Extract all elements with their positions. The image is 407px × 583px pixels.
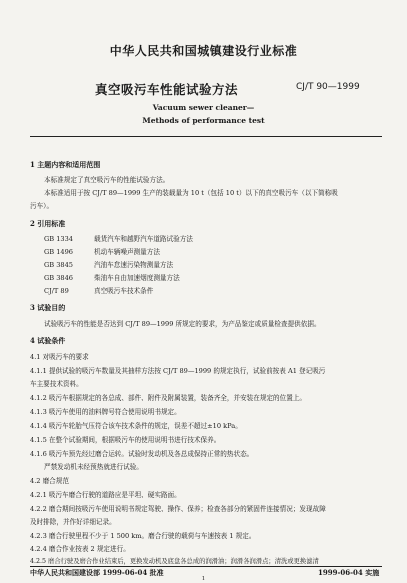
reference-code: GB 3846 [44, 274, 73, 282]
subsection-4-1-heading: 4.1 对吸污车的要求 [30, 353, 89, 361]
section-2-heading: 2 引用标准 [30, 219, 66, 228]
reference-title: 机动车辆噪声测量方法 [94, 248, 160, 256]
reference-code: CJ/T 89 [44, 287, 69, 295]
standard-number: CJ/T 90—1999 [296, 82, 360, 92]
section-1-paragraph-1: 本标准规定了真空吸污车的性能试验方法。 [44, 176, 170, 184]
clause-4-2-5: 4.2.5 磨合行驶及磨合作业结束后，更换发动机及底盘各总成的润滑油；润滑各润滑点；清洗或更换滤清 [30, 558, 319, 565]
clause-4-2-4: 4.2.4 磨合作业按表 2 规定进行。 [30, 545, 130, 553]
english-subtitle: Methods of performance test [142, 116, 265, 125]
header-divider [30, 136, 382, 137]
clause-4-2-1: 4.2.1 吸污车磨合行驶的道路应是平坦、硬实路面。 [30, 491, 181, 499]
reference-item [44, 285, 153, 295]
clause-4-2-2: 4.2.2 磨合期间按吸污车使用说明书规定驾驶、操作、保养；检查各部分的紧固件连接情况；发现故障 [30, 505, 326, 513]
section-4-heading: 4 试验条件 [30, 336, 66, 345]
reference-title: 柴油车自由加速烟度测量方法 [94, 274, 180, 282]
clause-4-2-2-cont: 及时排除，并作好详细记录。 [30, 518, 116, 526]
reference-code: GB 1334 [44, 235, 73, 243]
reference-item [44, 246, 160, 256]
reference-title: 真空吸污车技术条件 [94, 287, 154, 295]
clause-4-1-1-cont: 车主要技术资料。 [30, 380, 83, 388]
reference-title: 汽油车怠速污染物测量方法 [94, 261, 174, 269]
document-title: 真空吸污车性能试验方法 [95, 82, 239, 97]
section-1-paragraph-2-cont: 污车）。 [30, 202, 54, 210]
section-3-paragraph: 试验吸污车的性能是否达到 CJ/T 89—1999 所规定的要求，为产品鉴定或质量检查提供依据。 [44, 320, 321, 328]
reference-item [44, 233, 193, 243]
clause-4-1-2: 4.1.2 吸污车根据规定的各总成、部件、附件及附属装置，装备齐全，并安装在规定的位置上。 [30, 394, 307, 402]
subsection-4-2-heading: 4.2 磨合规范 [30, 477, 69, 485]
reference-title: 载货汽车和越野汽车道路试验方法 [94, 235, 193, 243]
clause-4-1-5: 4.1.5 在整个试验期间，根据吸污车的使用说明书进行技术保养。 [30, 436, 221, 444]
clause-4-2-3: 4.2.3 磨合行驶里程不少于 1 500 km。磨合行驶的载荷与车速按表 1 规定。 [30, 532, 256, 540]
reference-code: GB 3845 [44, 261, 73, 269]
clause-4-1-6: 4.1.6 吸污车预先经过磨合运转。试验时发动机及各总成保持正常的热状态。 [30, 450, 254, 458]
reference-item [44, 272, 180, 282]
clause-4-1-1: 4.1.1 提供试验的吸污车数量及其抽样方法按 CJ/T 89—1999 的规定执行，试验前按表 A1 登记吸污 [30, 367, 326, 375]
standard-category: 中华人民共和国城镇建设行业标准 [109, 44, 298, 58]
approval-line: 中华人民共和国建设部 1999-06-04 批准 [30, 568, 164, 577]
reference-code: GB 1496 [44, 248, 73, 256]
section-1-paragraph-2: 本标准适用于按 CJ/T 89—1999 生产的装载量为 10 t（包括 10 t）以下的真空吸污车（以下简称吸 [44, 189, 338, 197]
english-title: Vacuum sewer cleaner— [152, 103, 255, 112]
clause-4-1-4: 4.1.4 吸污车轮胎气压符合该车技术条件的规定，误差不超过±10 kPa。 [30, 422, 242, 430]
reference-item [44, 259, 173, 269]
clause-4-1-6-cont: 严禁发动机未经预热就进行试验。 [44, 463, 143, 471]
section-3-heading: 3 试验目的 [30, 303, 66, 312]
footer-divider [30, 566, 382, 567]
effective-date: 1999-06-04 实施 [318, 568, 380, 577]
section-1-heading: 1 主题内容和适用范围 [30, 160, 101, 169]
clause-4-1-3: 4.1.3 吸污车使用的油料牌号符合使用说明书规定。 [30, 408, 181, 416]
page-number: 1 [201, 576, 206, 582]
